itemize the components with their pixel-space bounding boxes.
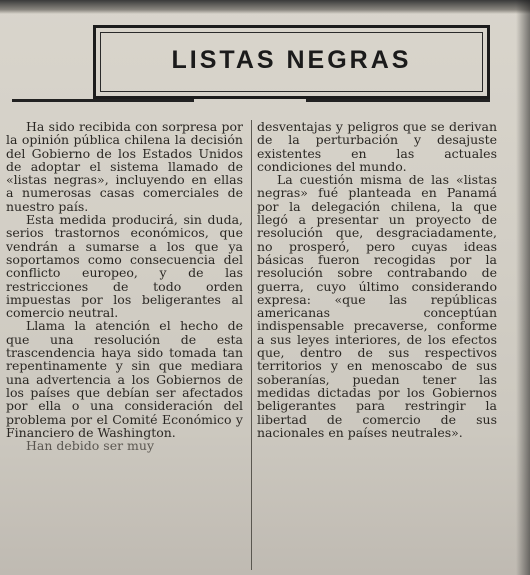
left-column	[6, 120, 243, 452]
top-edge-shadow	[0, 0, 530, 14]
column-divider	[251, 120, 252, 570]
paragraph: desventajas y peligros que se derivan de la perturbación y desajuste existentes en las actuales condiciones del mundo.	[257, 119, 497, 174]
paragraph: La cuestión misma de las «listas negras» fué planteada en Panamá por la delegación chilena, la que llegó a presentar un proyecto de resolución que, desgraciadamente, no prosperó, pero cuyas ideas básicas fueron recogidas por la resolución sobre contrabando de guerra, cuyo último considerando expresa: «que las repúblicas americanas conceptúan indispensable precaverse, conforme a sus leyes interiores, de los efectos que, dentro de sus respectivos territorios y en menoscabo de sus soberanías, puedan tener las medidas dictadas por los Gobiernos beligerantes para restringir la libertad de comercio de sus nacionales en países neutrales».	[257, 172, 497, 440]
right-edge-shadow	[516, 0, 530, 575]
paragraph: Ha sido recibida con sorpresa por la opinión pública chilena la decisión del Gobierno de los Estados Unidos de adoptar el sistema llamado de «listas negras», incluyendo en ellas a numerosas casas comerciales de nuestro país.	[6, 119, 243, 214]
right-column	[257, 120, 497, 439]
right-heading-rule	[306, 99, 490, 102]
headline: LISTAS NEGRAS	[171, 46, 412, 74]
paragraph: Llama la atención el hecho de que una resolución de esta trascendencia haya sido tomada tan repentinamente y sin que mediara una advertencia a los Gobiernos de los países que debían ser afectados por ella o una consideración del problema por el Comité Económico y Financiero de Washington.	[6, 318, 243, 440]
left-heading-rule	[12, 99, 194, 102]
paragraph: Han debido ser muy	[26, 438, 155, 454]
paragraph: Esta medida producirá, sin duda, serios trastornos económicos, que vendrán a sumarse a los que ya soportamos como consecuencia del conflicto europeo, y de las restricciones de todo orden impuestas por los beligerantes al comercio neutral.	[6, 212, 243, 321]
